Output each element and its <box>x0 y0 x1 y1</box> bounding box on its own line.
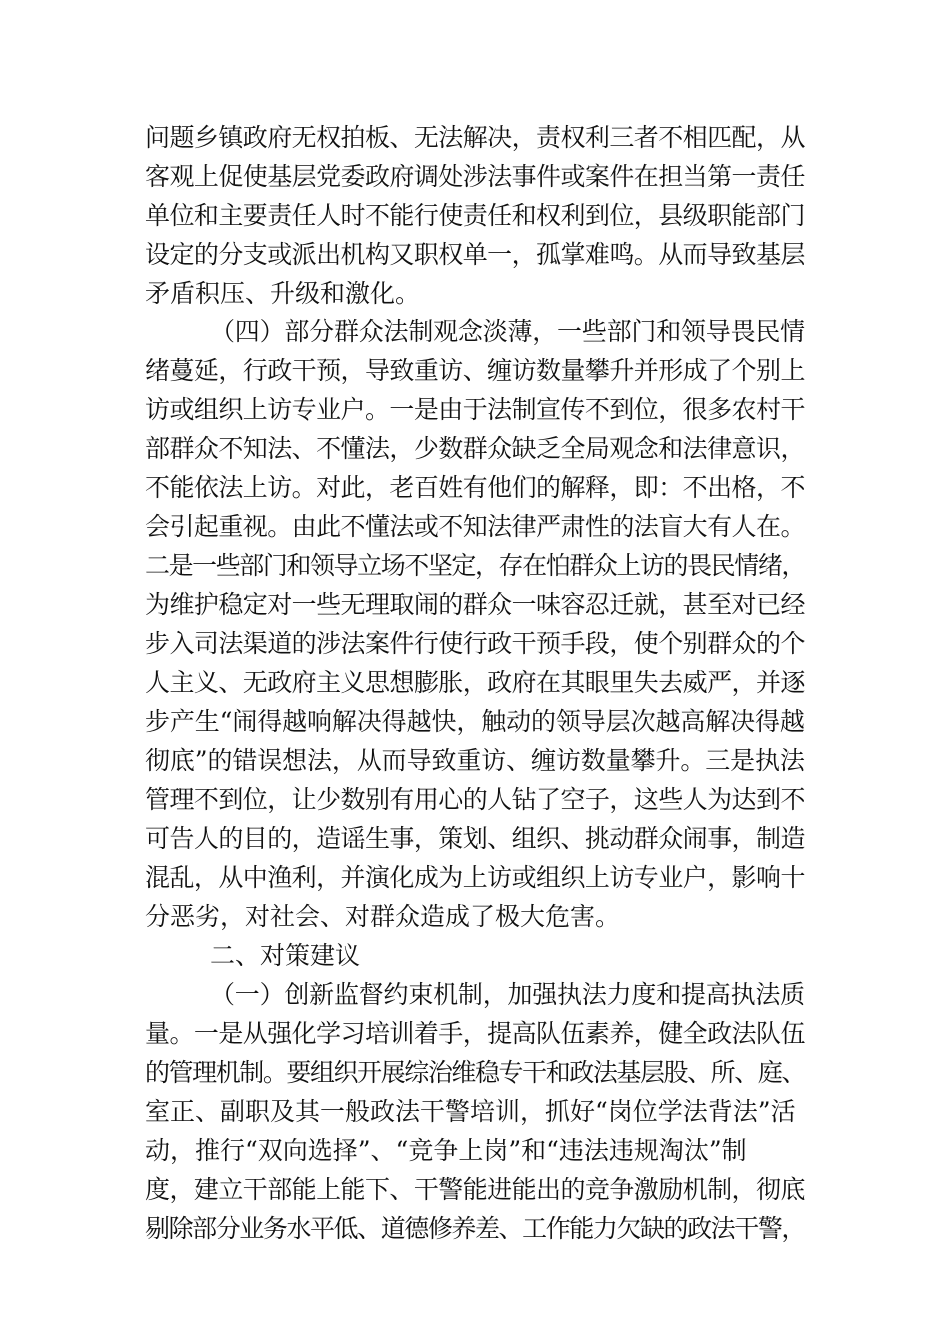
text-line: 单位和主要责任人时不能行使责任和权利到位，县级职能部门 <box>145 201 805 230</box>
text-line: 为维护稳定对一些无理取闹的群众一味容忍迁就，甚至对已经 <box>145 590 805 619</box>
text-line: 步产生“闹得越响解决得越快，触动的领导层次越高解决得越 <box>145 707 805 736</box>
text-line: 动，推行“双向选择”、“竞争上岗”和“违法违规淘汰”制 <box>145 1136 747 1165</box>
paragraph-heading-4: （四）部分群众法制观念淡薄，一些部门和领导畏民情 <box>210 317 805 346</box>
text-line: 绪蔓延，行政干预，导致重访、缠访数量攀升并形成了个别上 <box>145 356 805 385</box>
section-heading: 二、对策建议 <box>210 941 361 970</box>
text-line: 室正、副职及其一般政法干警培训，抓好“岗位学法背法”活 <box>145 1097 796 1126</box>
text-line: 剔除部分业务水平低、道德修养差、工作能力欠缺的政法干警， <box>145 1214 805 1243</box>
text-line: 量。一是从强化学习培训着手，提高队伍素养，健全政法队伍 <box>145 1019 805 1048</box>
text-line: 步入司法渠道的涉法案件行使行政干预手段，使个别群众的个 <box>145 629 805 658</box>
text-line: 访或组织上访专业户。一是由于法制宣传不到位，很多农村干 <box>145 395 805 424</box>
text-line: 客观上促使基层党委政府调处涉法事件或案件在担当第一责任 <box>145 162 805 191</box>
text-line: 的管理机制。要组织开展综治维稳专干和政法基层股、所、庭、 <box>145 1058 805 1087</box>
text-line: 不能依法上访。对此，老百姓有他们的解释，即：不出格，不 <box>145 473 805 502</box>
text-line: 可告人的目的，造谣生事，策划、组织、挑动群众闹事，制造 <box>145 824 805 853</box>
text-line: 人主义、无政府主义思想膨胀，政府在其眼里失去威严，并逐 <box>145 668 805 697</box>
text-line: 分恶劣，对社会、对群众造成了极大危害。 <box>145 902 621 931</box>
paragraph-heading-1: （一）创新监督约束机制，加强执法力度和提高执法质 <box>210 980 805 1009</box>
text-line: 设定的分支或派出机构又职权单一，孤掌难鸣。从而导致基层 <box>145 240 805 269</box>
text-line: 度，建立干部能上能下、干警能进能出的竞争激励机制，彻底 <box>145 1175 805 1204</box>
text-line: 彻底”的错误想法，从而导致重访、缠访数量攀升。三是执法 <box>145 746 805 775</box>
text-line: 矛盾积压、升级和激化。 <box>145 279 421 308</box>
text-line: 会引起重视。由此不懂法或不知法律严肃性的法盲大有人在。 <box>145 512 805 541</box>
text-line: 问题乡镇政府无权拍板、无法解决，责权利三者不相匹配，从 <box>145 123 805 152</box>
text-line: 二是一些部门和领导立场不坚定，存在怕群众上访的畏民情绪， <box>145 551 805 580</box>
text-line: 混乱，从中渔利，并演化成为上访或组织上访专业户，影响十 <box>145 863 805 892</box>
text-line: 部群众不知法、不懂法，少数群众缺乏全局观念和法律意识， <box>145 434 805 463</box>
text-line: 管理不到位，让少数别有用心的人钻了空子，这些人为达到不 <box>145 785 805 814</box>
